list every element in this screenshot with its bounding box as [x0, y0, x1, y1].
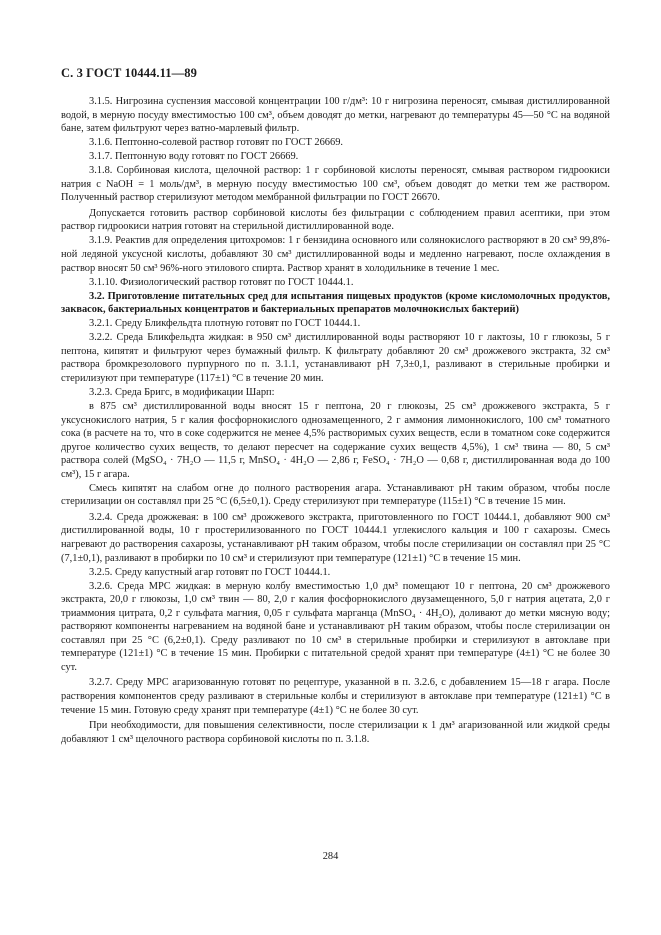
paragraph-3-1-5: 3.1.5. Нигрозина суспензия массовой концентрации 100 г/дм³: 10 г нигрозина переносят, смывая дистиллированной водой, в мерную посуду вместимостью 100 см³, объем доводят до метки, нагревают до температуры 45—50 °С на водяной бане, затем фильтруют через ватно-марлевый фильтр. [61, 96, 610, 135]
paragraph-briggs-composition: в 875 см³ дистиллированной воды вносят 15 г пептона, 20 г глюкозы, 25 см³ дрожжевого экстракта, 5 г уксуснокислого натрия, 5 г калия фосфорнокислого однозамещенного, 2 г аммония лимоннокислого, 100 см³ томатного сока (в расчете на то, что в соке содержится не менее 4,5% растворимых сухих веществ, если в томатном соке содержится другое количество сухих веществ, то делают пересчет на содержание сухих веществ 4,5%), 1 см³ твина — 80, 5 см³ раствора солей (MgSO₄ · 7H₂O — 11,5 г, MnSO₄ · 4H₂O — 2,86 г, FeSO₄ · 7H₂O — 0,68 г, дистиллированная вода до 100 см³), 15 г агара. [61, 401, 610, 480]
paragraph-3-2-5: 3.2.5. Среду капустный агар готовят по ГОСТ 10444.1. [89, 566, 331, 578]
document-body [61, 95, 610, 746]
paragraph-briggs-sterilization: Смесь кипятят на слабом огне до полного растворения агара. Устанавливают рН таким образом, чтобы после стерилизации он составлял при 25 °С (6,5±0,1). Среду стерилизуют при температуре (115±1) °С в течение 15 мин. [61, 482, 610, 508]
section-heading-3-2: 3.2. Приготовление питательных сред для испытания пищевых продуктов (кроме кисломолочных продуктов, заквасок, бактериальных концентратов и бактериальных препаратов молочнокислых бактерий) [61, 290, 610, 316]
paragraph-3-1-6: 3.1.6. Пептонно-солевой раствор готовят по ГОСТ 26669. [89, 137, 343, 149]
paragraph-3-2-1: 3.2.1. Среду Бликфельдта плотную готовят по ГОСТ 10444.1. [89, 318, 361, 330]
paragraph-3-1-7: 3.1.7. Пептонную воду готовят по ГОСТ 26669. [89, 151, 299, 163]
paragraph-3-1-10: 3.1.10. Физиологический раствор готовят по ГОСТ 10444.1. [89, 276, 354, 288]
paragraph-3-1-9: 3.1.9. Реактив для определения цитохромов: 1 г бензидина основного или солянокислого растворяют в 20 см³ 99,8%-ной ледяной уксусной кислоты, добавляют 30 см³ дистиллированной воды и медленно нагревают, после охлаждения в раствор вносят 50 см³ 96%-ного этилового спирта. Раствор хранят в холодильнике в течение 1 мес. [61, 235, 610, 274]
paragraph-3-2-7: 3.2.7. Среду MPC агаризованную готовят по рецептуре, указанной в п. 3.2.6, с добавлением 15—18 г агара. После растворения компонентов среду разливают в стерильные колбы и стерилизуют в автоклаве при температуре (121±1) °С в течение 15 мин. Готовую среду хранят при температуре (4±1) °С не более 30 сут. [61, 677, 610, 716]
paragraph-3-1-8: 3.1.8. Сорбиновая кислота, щелочной раствор: 1 г сорбиновой кислоты переносят, смывая раствором гидроокиси натрия с NaOH = 1 моль/дм³, в мерную посуду вместимостью 100 см³, объем доводят до метки тем же раствором. Полученный раствор стерилизуют методом мембранной фильтрации по ГОСТ 26670. [61, 165, 610, 204]
paragraph-3-2-6: 3.2.6. Среда MPC жидкая: в мерную колбу вместимостью 1,0 дм³ помещают 10 г пептона, 20 см³ дрожжевого экстракта, 20,0 г глюкозы, 1,0 см³ твин — 80, 2,0 г калия фосфорнокислого двузамещенного, 5,0 г натрия ацетата, 2,0 г триаммония цитрата, 0,2 г сульфата магния, 0,05 г сульфата марганца (MnSO₄ · 4H₂O), доливают до метки мясную воду; растворяют компоненты нагреванием на водяной бане и устанавливают рН таким образом, чтобы после стерилизации он составлял при 25 °С (6,2±0,1). Среду разливают по 10 см³ в стерильные пробирки и стерилизуют в автоклаве при температуре (121±1) °С в течение 15 мин. Пробирки с питательной средой хранят при температуре (4±1) °С не более 30 сут. [61, 580, 610, 673]
paragraph-selectivity-note: При необходимости, для повышения селективности, после стерилизации к 1 дм³ агаризованной или жидкой среды добавляют 1 см³ щелочного раствора сорбиновой кислоты по п. 3.1.8. [61, 720, 610, 745]
paragraph-aseptic-note: Допускается готовить раствор сорбиновой кислоты без фильтрации с соблюдением правил асептики, при этом раствор гидроокиси натрия готовят на стерильной дистиллированной воде. [61, 207, 610, 233]
paragraph-3-2-2: 3.2.2. Среда Бликфельдта жидкая: в 950 см³ дистиллированной воды растворяют 10 г лактозы, 10 г глюкозы, 5 г пептона, кипятят и фильтруют через бумажный фильтр. К фильтрату добавляют 20 см³ дрожжевого экстракта, 32 см³ раствора бромкрезолового пурпурного по п. 3.1.1, устанавливают рН 7,3±0,1, разливают в стерильные пробирки и стерилизуют при температуре (117±1) °С в течение 20 мин. [61, 332, 610, 384]
page-header: С. 3 ГОСТ 10444.11—89 [61, 66, 197, 80]
page-number: 284 [322, 851, 339, 862]
paragraph-3-2-3: 3.2.3. Среда Бригс, в модификации Шарп: [89, 386, 275, 398]
paragraph-3-2-4: 3.2.4. Среда дрожжевая: в 100 см³ дрожжевого экстракта, приготовленного по ГОСТ 10444.1, добавляют 900 см³ дистиллированной воды, 10 г простерилизованного по ГОСТ 10444.1 углекислого кальция и 100 г сахарозы. Смесь нагревают до растворения сахарозы, устанавливают рН таким образом, чтобы после стерилизации он составлял при 25 °С (7,1±0,1), разливают в пробирки по 10 см³ и стерилизуют при температуре (121±1) °С в течение 15 мин. [61, 511, 610, 564]
